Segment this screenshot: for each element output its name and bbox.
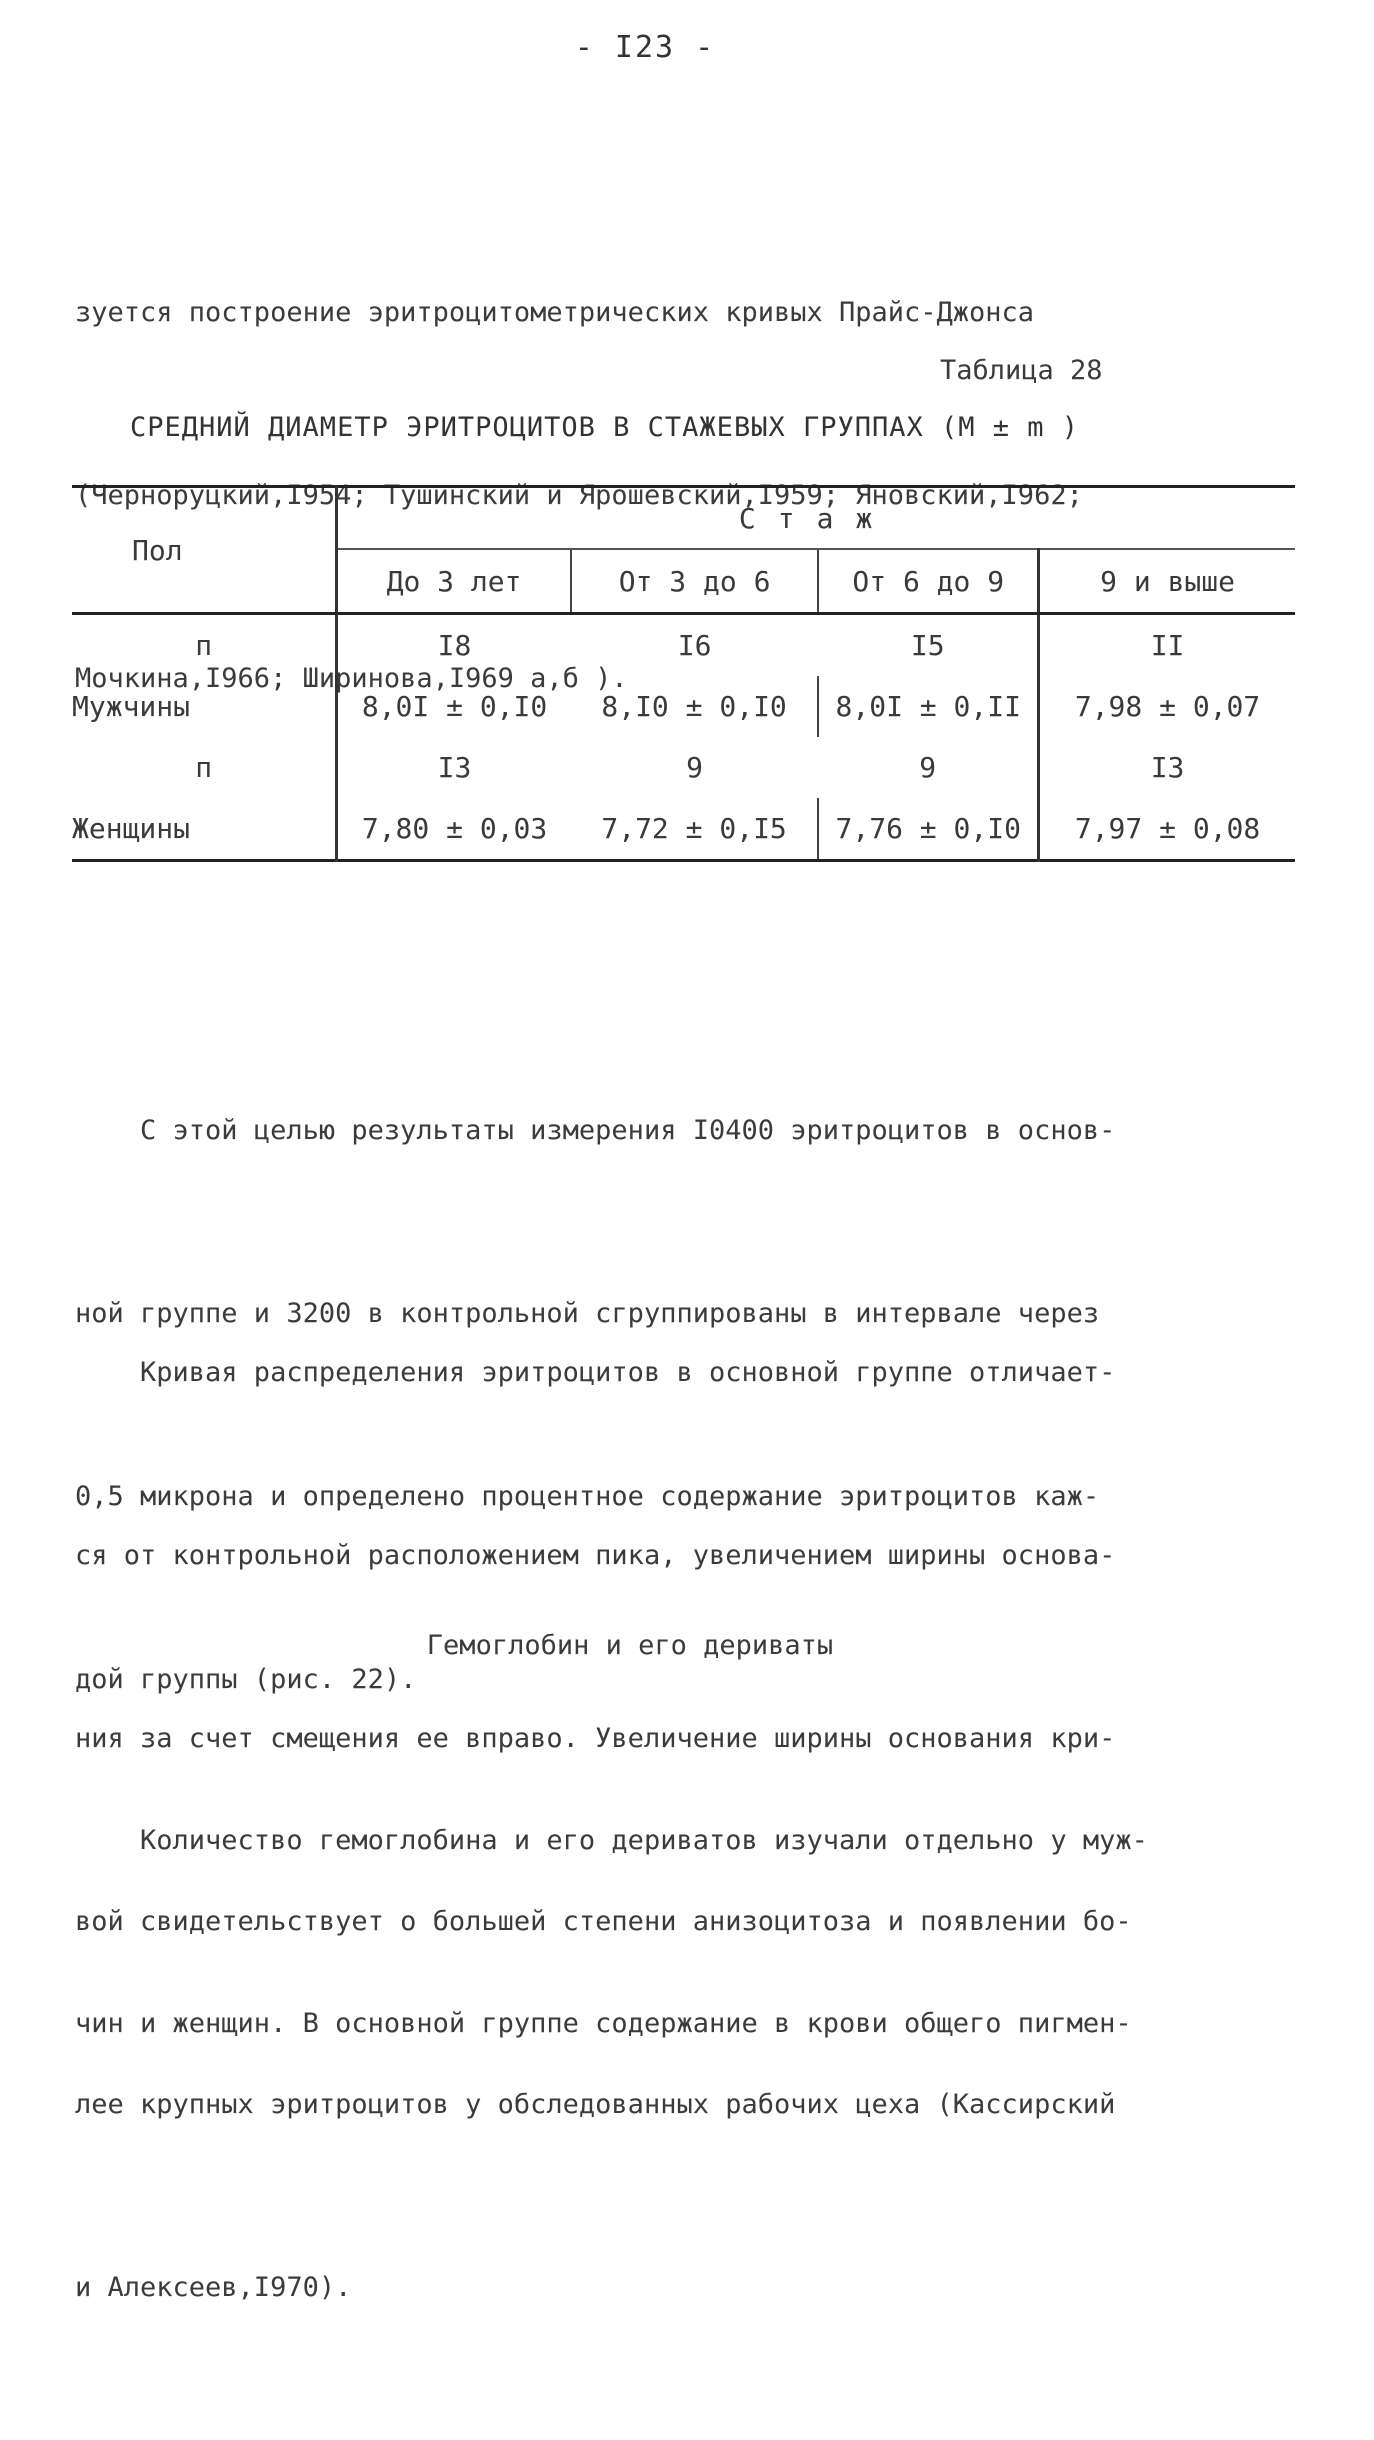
text-line: Кривая распределения эритроцитов в основной группе отличает- [75, 1357, 1116, 1388]
text-line: 0,5 микрона и определено процентное содержание эритроцитов каж- [75, 1481, 1100, 1512]
table-caption: Таблица 28 [940, 355, 1103, 386]
table-cell: I8 [337, 614, 571, 677]
text-line: ся от контрольной расположением пика, увеличением ширины основа- [75, 1540, 1116, 1571]
table-cell: 7,72 ± 0,I5 [601, 812, 787, 845]
table-row [72, 737, 1295, 798]
text-line: (Черноруцкий,I954; Тушинский и Ярошевский,I959; Яновский,I962; [75, 480, 1083, 511]
table-title: СРЕДНИЙ ДИАМЕТР ЭРИТРОЦИТОВ В СТАЖЕВЫХ ГРУППАХ (М ± m ) [130, 412, 1080, 443]
column-group-header: Стаж [337, 487, 1295, 550]
table-cell: 8,0I ± 0,II [818, 676, 1038, 737]
paragraph-hemoglobin [75, 1688, 1305, 2176]
table-cell: 7,80 ± 0,03 [337, 798, 571, 861]
text-line: лее крупных эритроцитов у обследованных рабочих цеха (Кассирский [75, 2089, 1116, 2120]
text-line: и Алексеев,I970). [75, 2272, 352, 2303]
text-line: ния за счет смещения ее вправо. Увеличение ширины основания кри- [75, 1723, 1116, 1754]
table-row [72, 798, 1295, 861]
table-cell: I3 [1039, 737, 1295, 798]
table-cell: 8,I0 ± 0,I0 [601, 690, 787, 723]
text-line: вой свидетельствует о большей степени анизоцитоза и появлении бо- [75, 1906, 1132, 1937]
row-label: п [195, 751, 213, 784]
column-header: 9 и выше [1039, 549, 1295, 614]
text-line: С этой целью результаты измерения I0400 эритроцитов в основ- [75, 1115, 1116, 1146]
column-header: От 6 до 9 [818, 549, 1038, 614]
table-cell: I3 [337, 737, 571, 798]
text-line: Мочкина,I966; Ширинова,I969 а,б ). [75, 663, 628, 694]
row-label: Женщины [72, 812, 191, 845]
table-cell: II [1039, 614, 1295, 677]
column-header: До 3 лет [337, 549, 571, 614]
text-line: ной группе и 3200 в контрольной сгруппированы в интервале через [75, 1298, 1100, 1329]
table-cell: 9 [919, 751, 937, 784]
column-header-pol: Пол [72, 487, 337, 614]
table-cell: 7,76 ± 0,I0 [818, 798, 1038, 861]
column-header: От 3 до 6 [571, 549, 818, 614]
page-number: - I23 - [574, 30, 716, 65]
table-cell: 7,98 ± 0,07 [1039, 676, 1295, 737]
text-line: чин и женщин. В основной группе содержание в крови общего пигмен- [75, 2008, 1132, 2039]
table-cell: 9 [686, 751, 704, 784]
row-label: п [195, 629, 213, 662]
row-label: Мужчины [72, 690, 191, 723]
table-row [72, 676, 1295, 737]
data-table [72, 485, 1295, 862]
section-heading: Гемоглобин и его дериваты [426, 1630, 834, 1661]
text-line: Количество гемоглобина и его дериватов изучали отдельно у муж- [75, 1825, 1148, 1856]
table-cell: I5 [910, 629, 945, 662]
table-cell: I6 [677, 629, 712, 662]
text-line: дой группы (рис. 22). [75, 1664, 417, 1695]
text-line: зуется построение эритроцитометрических кривых Прайс-Джонса [75, 297, 1035, 328]
table-cell: 7,97 ± 0,08 [1039, 798, 1295, 861]
table-row [72, 614, 1295, 677]
table-cell: 8,0I ± 0,I0 [337, 676, 571, 737]
